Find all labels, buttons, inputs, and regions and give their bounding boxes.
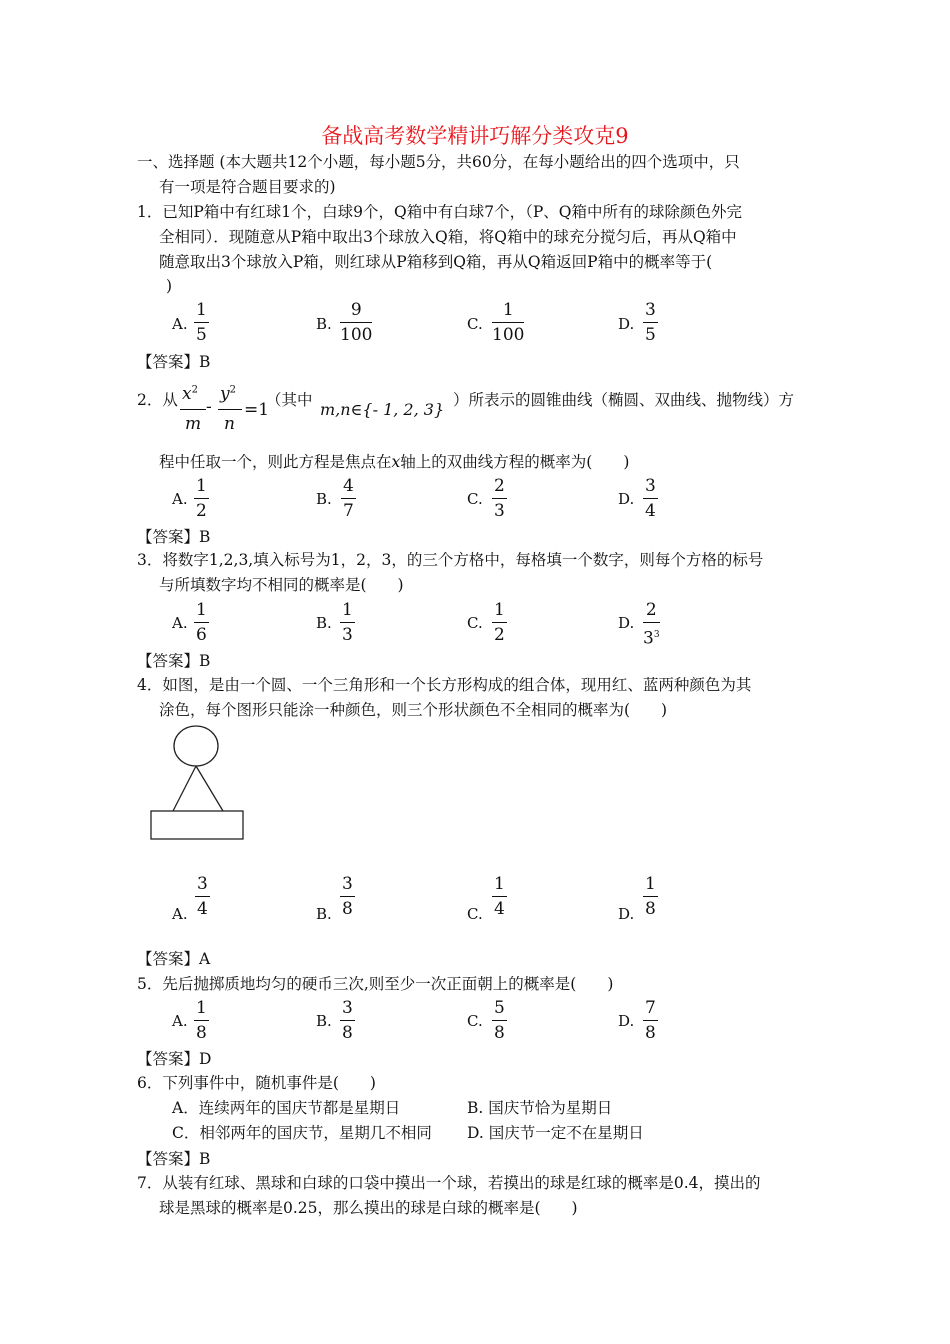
q4-option-b-fraction: 3 8 — [342, 874, 353, 919]
q2-eq-bar2 — [218, 409, 242, 410]
q2-answer: 【答案】B — [137, 528, 211, 546]
q1-text-line1: 1．已知P箱中有红球1个，白球9个，Q箱中有白球7个，（P、Q箱中所有的球除颜色外完 — [137, 203, 742, 221]
q5-answer: 【答案】D — [137, 1050, 212, 1068]
q3-option-b-fraction: 1 3 — [342, 600, 353, 645]
q3-text-line2: 与所填数字均不相同的概率是( ) — [159, 576, 404, 594]
q5-option-c-label: C. — [467, 1012, 483, 1030]
q2-eq-minus: - — [206, 397, 212, 417]
q4-option-a-label: A. — [172, 905, 188, 923]
section-heading-cont: 有一项是符合题目要求的) — [159, 178, 336, 196]
q6-text-line1: 6．下列事件中，随机事件是( ) — [137, 1074, 376, 1092]
q2-option-a-label: A. — [172, 490, 188, 508]
q4-circle-shape — [174, 726, 218, 766]
q1-option-c-fraction: 1 100 — [492, 300, 525, 345]
q6-option-b: B. 国庆节恰为星期日 — [467, 1099, 613, 1117]
q3-answer: 【答案】B — [137, 652, 211, 670]
q1-text-line2: 全相同）．现随意从P箱中取出3个球放入Q箱，将Q箱中的球充分搅匀后，再从Q箱中 — [159, 228, 737, 246]
q4-figure — [145, 722, 250, 842]
q5-option-d-label: D. — [618, 1012, 635, 1030]
q3-text-line1: 3．将数字1,2,3,填入标号为1，2，3，的三个方格中，每格填一个数字，则每个方格的标号 — [137, 551, 764, 569]
q1-option-b-fraction: 9 100 — [340, 300, 373, 345]
q5-option-a-label: A. — [172, 1012, 188, 1030]
q6-answer: 【答案】B — [137, 1150, 211, 1168]
q4-text-line2: 涂色，每个图形只能涂一种颜色，则三个形状颜色不全相同的概率为( ) — [159, 701, 668, 719]
q3-option-c-label: C. — [467, 614, 483, 632]
q2-eq-bar1 — [180, 409, 206, 410]
q2-eq-equals: =1 — [244, 400, 270, 420]
q6-option-a: A．连续两年的国庆节都是星期日 — [172, 1099, 401, 1117]
q2-option-d-fraction: 3 4 — [645, 476, 656, 521]
q4-triangle-right-side — [196, 766, 223, 811]
q5-option-b-label: B. — [316, 1012, 332, 1030]
q2-text-mid: （其中 — [266, 391, 313, 409]
q5-option-c-fraction: 5 8 — [494, 998, 505, 1043]
q2-option-c-fraction: 2 3 — [494, 476, 505, 521]
q5-option-b-fraction: 3 8 — [342, 998, 353, 1043]
q5-option-a-fraction: 1 8 — [196, 998, 207, 1043]
q6-option-c: C．相邻两年的国庆节，星期几不相同 — [172, 1124, 432, 1142]
q4-option-d-fraction: 1 8 — [645, 874, 656, 919]
q1-option-c-label: C. — [467, 315, 483, 333]
q2-text-tail: ）所表示的圆锥曲线（椭圆、双曲线、抛物线）方 — [453, 391, 795, 409]
q1-option-b-label: B. — [316, 315, 332, 333]
q4-rectangle-shape — [151, 811, 243, 839]
q4-answer: 【答案】A — [137, 950, 211, 968]
q4-option-d-label: D. — [618, 905, 635, 923]
q7-text-line2: 球是黑球的概率是0.25，那么摸出的球是白球的概率是( ) — [159, 1199, 578, 1217]
q2-prefix: 2．从 — [137, 391, 178, 409]
q4-triangle-left-side — [173, 766, 196, 811]
q5-option-d-fraction: 7 8 — [645, 998, 656, 1043]
q1-text-line4: ) — [166, 277, 173, 295]
q1-answer: 【答案】B — [137, 353, 211, 371]
q2-eq-m: m — [185, 414, 202, 434]
q2-option-c-label: C. — [467, 490, 483, 508]
q3-option-a-fraction: 1 6 — [196, 600, 207, 645]
q2-eq-x: $x^2$ — [182, 384, 198, 404]
q3-option-d-label: D. — [618, 614, 635, 632]
q1-option-d-fraction: 3 5 — [645, 300, 656, 345]
section-heading: 一、选择题 (本大题共12个小题，每小题5分，共60分，在每小题给出的四个选项中，只 — [137, 153, 740, 171]
q2-option-d-label: D. — [618, 490, 635, 508]
q3-option-c-fraction: 1 2 — [494, 600, 505, 645]
q2-eq-n: n — [224, 414, 235, 434]
q1-option-a-fraction: 1 5 — [196, 300, 207, 345]
q5-text-line1: 5．先后抛掷质地均匀的硬币三次,则至少一次正面朝上的概率是( ) — [137, 975, 614, 993]
q2-set: m,n∈{- 1, 2, 3} — [320, 400, 445, 419]
q2-option-a-fraction: 1 2 — [196, 476, 207, 521]
q2-eq-y: $y^2$ — [220, 384, 236, 404]
q3-option-a-label: A. — [172, 614, 188, 632]
q7-text-line1: 7．从装有红球、黑球和白球的口袋中摸出一个球，若摸出的球是红球的概率是0.4，摸出的 — [137, 1174, 761, 1192]
q4-text-line1: 4．如图，是由一个圆、一个三角形和一个长方形构成的组合体，现用红、蓝两种颜色为其 — [137, 676, 752, 694]
q4-option-c-fraction: 1 4 — [494, 874, 505, 919]
q4-option-b-label: B. — [316, 905, 332, 923]
q3-option-d-fraction: 2 $3^3$ — [643, 600, 660, 649]
q1-text-line3: 随意取出3个球放入P箱，则红球从P箱移到Q箱，再从Q箱返回P箱中的概率等于( — [159, 253, 713, 271]
q2-option-b-fraction: 4 7 — [343, 476, 354, 521]
q4-option-a-fraction: 3 4 — [197, 874, 208, 919]
q4-option-c-label: C. — [467, 905, 483, 923]
q1-option-a-label: A. — [172, 315, 188, 333]
q3-option-b-label: B. — [316, 614, 332, 632]
q1-option-d-label: D. — [618, 315, 635, 333]
q2-text-line2: 程中任取一个，则此方程是焦点在x轴上的双曲线方程的概率为( ) — [159, 453, 630, 471]
page-title: 备战高考数学精讲巧解分类攻克9 — [321, 124, 629, 148]
q6-option-d: D. 国庆节一定不在星期日 — [467, 1124, 644, 1142]
q2-option-b-label: B. — [316, 490, 332, 508]
